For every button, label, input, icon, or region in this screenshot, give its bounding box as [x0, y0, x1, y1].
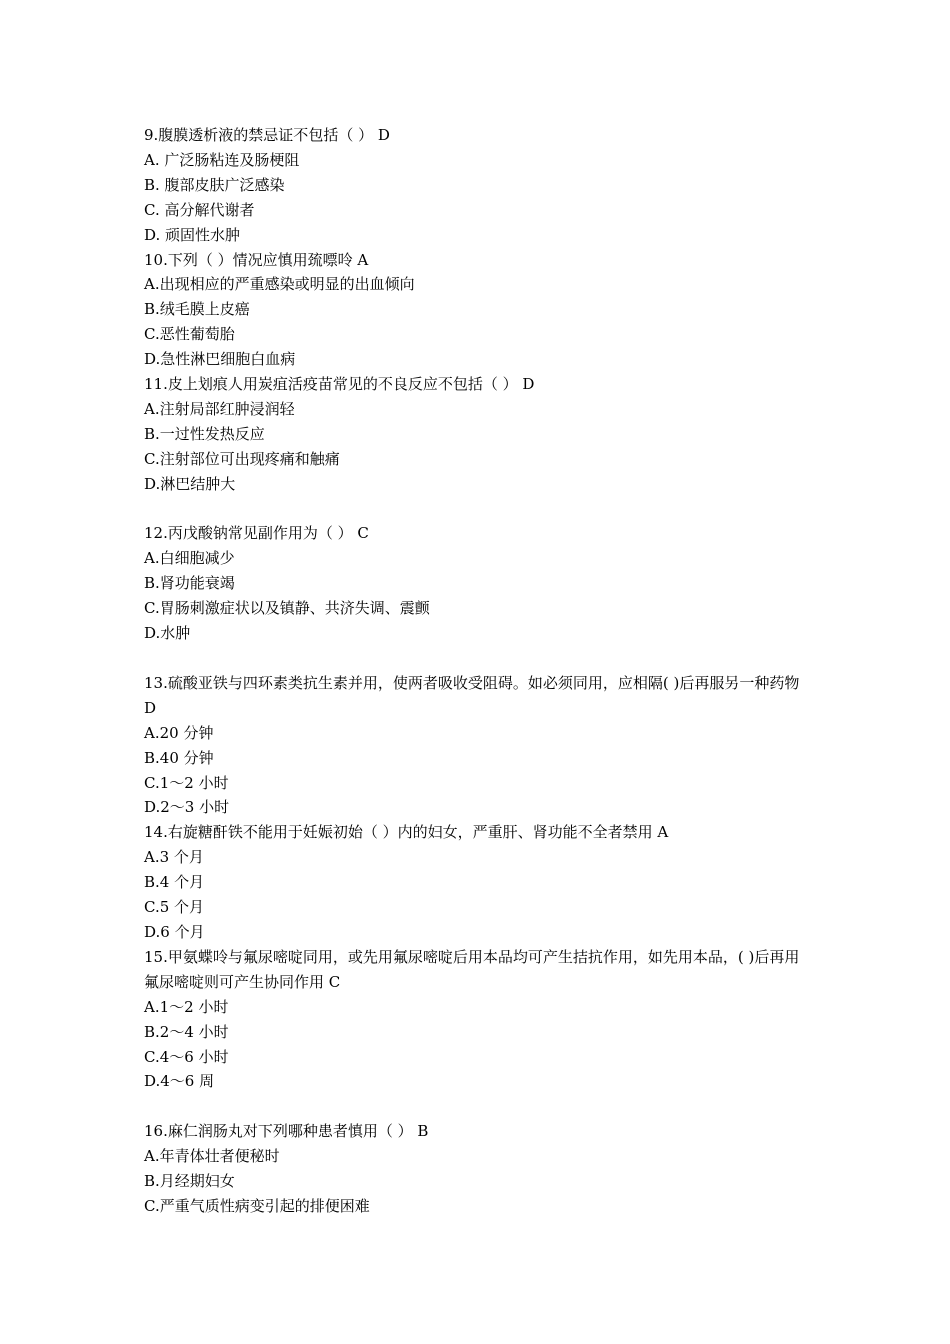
document-page	[144, 123, 812, 1219]
option-d: D.急性淋巴细胞白血病	[144, 350, 296, 369]
option-c: C.4～6 小时	[144, 1047, 229, 1066]
question-11	[144, 372, 812, 497]
option-b: B.2～4 小时	[144, 1022, 229, 1041]
question-stem: 11.皮上划痕人用炭疽活疫苗常见的不良反应不包括（ ） D	[144, 375, 535, 394]
question-14	[144, 820, 812, 945]
option-c: C.1～2 小时	[144, 773, 229, 792]
option-b: B.4 个月	[144, 873, 205, 892]
question-10	[144, 248, 812, 373]
question-12	[144, 521, 812, 646]
option-a: A.出现相应的严重感染或明显的出血倾向	[144, 275, 415, 294]
question-13	[144, 671, 812, 820]
option-a: A.1～2 小时	[144, 997, 229, 1016]
option-a: A.20 分钟	[144, 723, 214, 742]
option-a: A.3 个月	[144, 848, 204, 867]
option-c: C.胃肠刺激症状以及镇静、共济失调、震颤	[144, 599, 430, 618]
option-c: C.恶性葡萄胎	[144, 325, 235, 344]
option-b: B.40 分钟	[144, 748, 214, 767]
option-a: A.注射局部红肿浸润轻	[144, 399, 295, 418]
option-d: D.水肿	[144, 624, 191, 643]
option-a: A.白细胞减少	[144, 549, 235, 568]
option-d: D.6 个月	[144, 922, 205, 941]
option-b: B. 腹部皮肤广泛感染	[144, 175, 285, 194]
blank-line	[144, 1094, 812, 1119]
option-d: D.淋巴结肿大	[144, 474, 236, 493]
option-d: D. 顽固性水肿	[144, 225, 241, 244]
question-stem: 9.腹膜透析液的禁忌证不包括（ ） D	[144, 126, 390, 144]
option-b: B.肾功能衰竭	[144, 574, 235, 593]
option-b: B.月经期妇女	[144, 1172, 235, 1191]
question-stem: 10.下列（ ）情况应慎用巯嘌呤 A	[144, 250, 369, 269]
option-c: C. 高分解代谢者	[144, 200, 255, 219]
question-16	[144, 1119, 812, 1219]
option-b: B.一过性发热反应	[144, 424, 265, 443]
option-c: C.严重气质性病变引起的排便困难	[144, 1196, 370, 1215]
option-c: C.5 个月	[144, 898, 205, 917]
question-stem: 12.丙戊酸钠常见副作用为（ ） C	[144, 524, 369, 543]
question-9	[144, 123, 812, 248]
question-stem: 14.右旋糖酐铁不能用于妊娠初始（ ）内的妇女，严重肝、肾功能不全者禁用 A	[144, 823, 669, 842]
option-a: A.年青体壮者便秘时	[144, 1147, 280, 1166]
blank-line	[144, 646, 812, 671]
question-stem: 13.硫酸亚铁与四环素类抗生素并用，使两者吸收受阻碍。如必须同用，应相隔( )后再服另一种药物 D	[144, 673, 800, 717]
option-a: A. 广泛肠粘连及肠梗阻	[144, 150, 300, 169]
question-stem: 16.麻仁润肠丸对下列哪种患者慎用（ ） B	[144, 1122, 429, 1141]
option-b: B.绒毛膜上皮癌	[144, 300, 250, 319]
blank-line	[144, 497, 812, 522]
option-d: D.2～3 小时	[144, 798, 230, 817]
option-d: D.4～6 周	[144, 1072, 215, 1091]
question-stem: 15.甲氨蝶呤与氟尿嘧啶同用，或先用氟尿嘧啶后用本品均可产生拮抗作用，如先用本品，( )后再用氟尿嘧啶则可产生协同作用 C	[144, 947, 800, 991]
question-15	[144, 945, 812, 1094]
option-c: C.注射部位可出现疼痛和触痛	[144, 449, 340, 468]
